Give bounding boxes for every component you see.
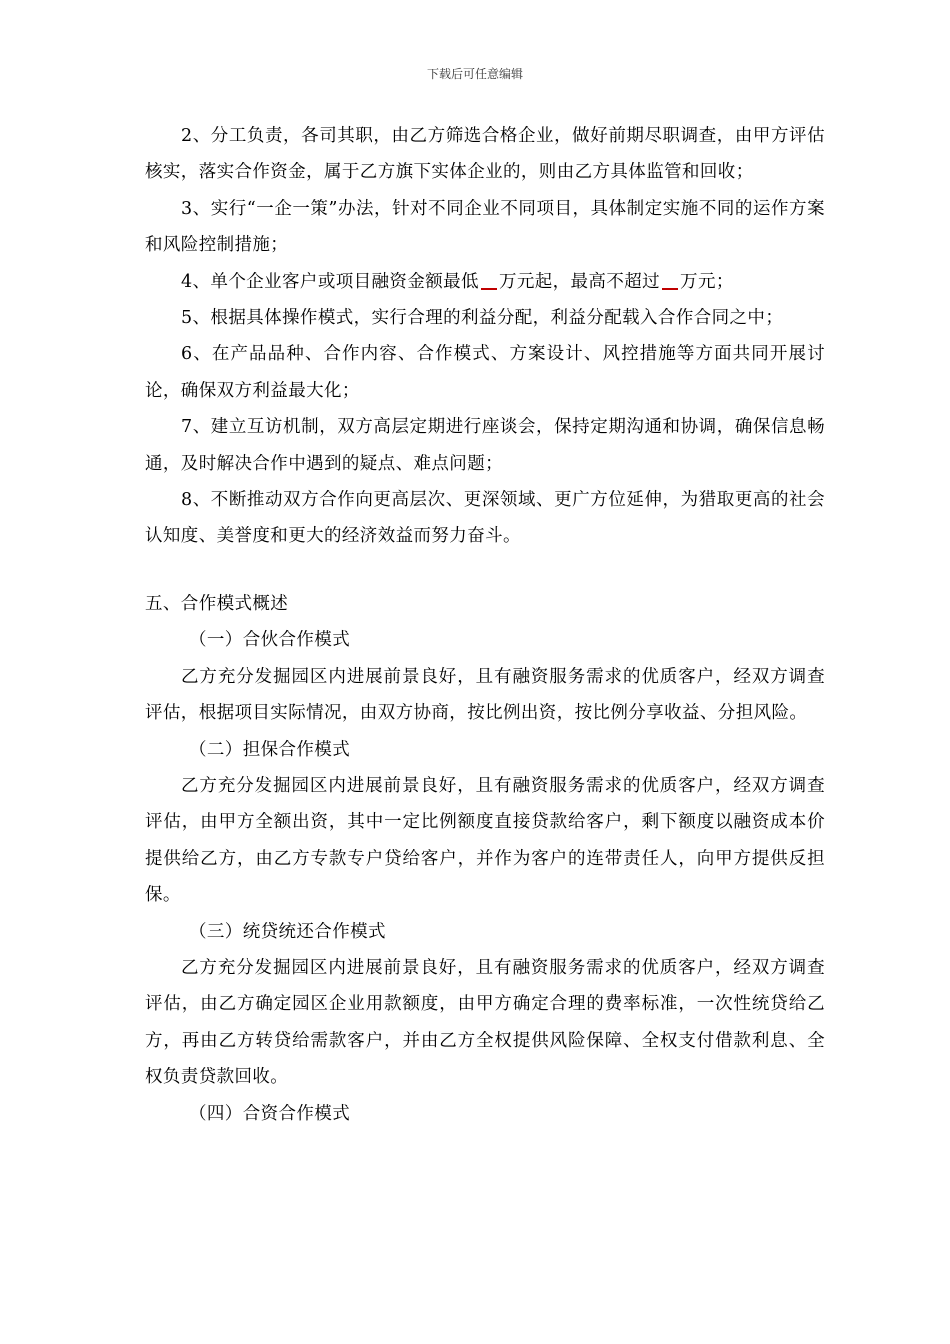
mode-3-text: 乙方充分发掘园区内进展前景良好，且有融资服务需求的优质客户，经双方调查评估，由乙方确定园区企业用款额度，由甲方确定合理的费率标准，一次性统贷给乙方，再由乙方转贷给需款客户，并由乙方全权提供风险保障、全权支付借款利息、全权负责贷款回收。 — [145, 957, 825, 1088]
clause-4 — [145, 264, 825, 300]
clause-4-part-b: 万元起，最高不超过 — [498, 271, 661, 292]
clause-8: 8、不断推动双方合作向更高层次、更深领域、更广方位延伸，为猎取更高的社会认知度、美誉度和更大的经济效益而努力奋斗。 — [145, 490, 825, 547]
mode-2-text: 乙方充分发掘园区内进展前景良好，且有融资服务需求的优质客户，经双方调查评估，由甲方全额出资，其中一定比例额度直接贷款给客户，剩下额度以融资成本价提供给乙方，由乙方专款专户贷给客户，并作为客户的连带责任人，向甲方提供反担保。 — [145, 775, 825, 906]
mode-1-text: 乙方充分发掘园区内进展前景良好，且有融资服务需求的优质客户，经双方调查评估，根据项目实际情况，由双方协商，按比例出资，按比例分享收益、分担风险。 — [145, 666, 825, 724]
clause-2: 2、分工负责，各司其职，由乙方筛选合格企业，做好前期尽职调查，由甲方评估核实，落实合作资金，属于乙方旗下实体企业的，则由乙方具体监管和回收； — [145, 126, 825, 183]
clause-7: 7、建立互访机制，双方高层定期进行座谈会，保持定期沟通和协调，确保信息畅通，及时解决合作中遇到的疑点、难点问题； — [145, 417, 825, 474]
page-header: 下载后可任意编辑 — [426, 67, 523, 81]
clause-4-part-a: 4、单个企业客户或项目融资金额最低 — [181, 271, 479, 292]
min-amount-blank — [481, 270, 497, 290]
mode-4-title: （四）合资合作模式 — [189, 1103, 351, 1124]
max-amount-blank — [662, 270, 678, 290]
clause-5: 5、根据具体操作模式，实行合理的利益分配，利益分配载入合作合同之中； — [181, 308, 784, 329]
clause-6: 6、在产品品种、合作内容、合作模式、方案设计、风控措施等方面共同开展讨论，确保双方利益最大化； — [145, 344, 825, 401]
section-5-title: 五、合作模式概述 — [145, 593, 289, 614]
mode-1-title: （一）合伙合作模式 — [189, 630, 351, 651]
section-spacer — [145, 555, 825, 586]
clause-4-part-c: 万元； — [680, 271, 734, 292]
mode-3-title: （三）统贷统还合作模式 — [189, 921, 386, 942]
mode-2-title: （二）担保合作模式 — [189, 739, 351, 760]
clause-3: 3、实行“一企一策”办法，针对不同企业不同项目，具体制定实施不同的运作方案和风险控制措施； — [145, 198, 825, 256]
document-body — [145, 118, 825, 1132]
